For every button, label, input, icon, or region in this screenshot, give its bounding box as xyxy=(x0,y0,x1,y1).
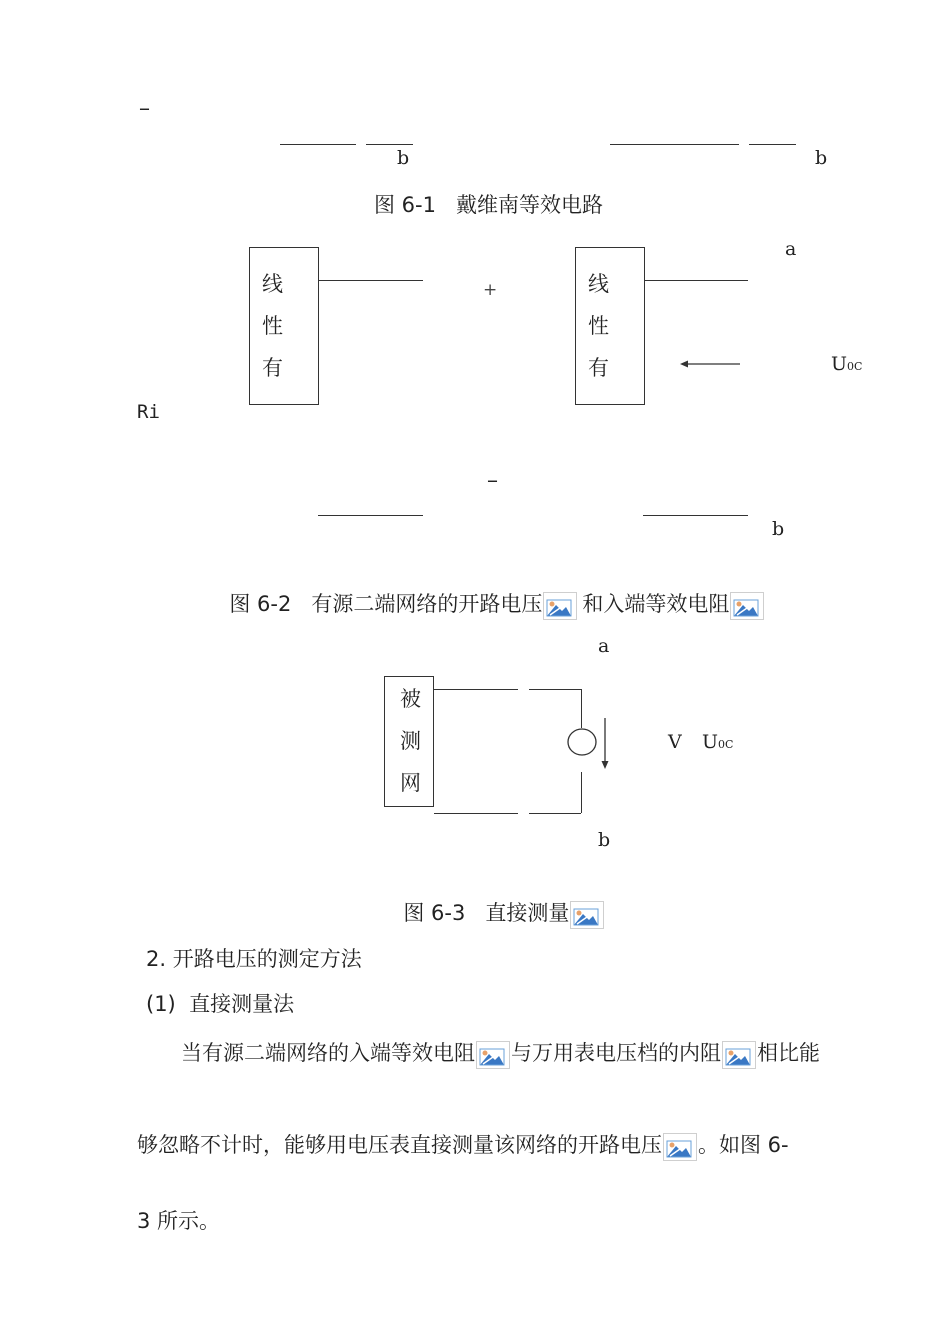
fig2-box-left-text-1: 线 xyxy=(262,272,283,296)
paragraph-line-3: 3 所示。 xyxy=(137,1209,221,1233)
paragraph-line-1 xyxy=(181,1037,820,1069)
fig3-wire-vertical-bottom xyxy=(581,772,582,813)
fig1-caption: 图 6-1 戴维南等效电路 xyxy=(374,193,603,217)
fig2-box-right-text-2: 性 xyxy=(588,314,609,338)
fig1-wire-right-2 xyxy=(749,144,796,145)
fig2-voltage-arrow-icon xyxy=(680,357,742,371)
broken-image-icon xyxy=(476,1041,510,1069)
fig3-uoc-sub: 0C xyxy=(718,738,734,751)
fig3-v-label: V xyxy=(668,731,682,753)
fig3-caption xyxy=(390,873,605,929)
broken-image-icon xyxy=(570,901,604,929)
fig3-uoc-label xyxy=(702,731,733,753)
fig2-plus-sign: + xyxy=(483,280,498,300)
broken-image-icon xyxy=(730,592,764,620)
fig2-caption-text-2: 和入端等效电阻 xyxy=(582,592,730,616)
broken-image-icon xyxy=(722,1041,756,1069)
fig2-ri-label: Ri xyxy=(137,401,160,423)
fig3-uoc-main: U xyxy=(702,731,719,753)
fig2-uoc-main: U xyxy=(831,353,848,375)
fig2-box-right-text-1: 线 xyxy=(588,272,609,296)
para1-text-a: 当有源二端网络的入端等效电阻 xyxy=(181,1041,475,1065)
fig1-terminal-b-right: b xyxy=(815,147,828,169)
fig1-minus-sign: – xyxy=(139,96,150,121)
fig1-terminal-b-left: b xyxy=(397,147,410,169)
fig3-caption-text: 图 6-3 直接测量 xyxy=(403,901,570,925)
fig3-voltage-arrow-icon xyxy=(598,718,612,770)
fig2-terminal-a: a xyxy=(785,238,797,260)
fig3-wire-vertical-top xyxy=(581,689,582,728)
section-heading: 2. 开路电压的测定方法 xyxy=(146,947,362,971)
fig2-uoc-label xyxy=(831,353,862,375)
fig2-uoc-sub: 0C xyxy=(847,360,863,373)
fig2-box-left-text-2: 性 xyxy=(262,314,283,338)
fig3-box-text-3: 网 xyxy=(400,771,421,795)
fig2-caption xyxy=(216,564,765,620)
para1-text-c: 相比能 xyxy=(757,1041,820,1065)
fig2-wire-right-bottom xyxy=(643,515,748,516)
paragraph-line-2 xyxy=(137,1129,789,1161)
fig3-wire-top-left xyxy=(434,689,518,690)
fig3-box-text-1: 被 xyxy=(400,687,421,711)
fig1-wire-left-2 xyxy=(366,144,413,145)
fig3-wire-bottom-left xyxy=(434,813,518,814)
fig2-terminal-b: b xyxy=(772,518,785,540)
broken-image-icon xyxy=(663,1133,697,1161)
para1-text-b: 与万用表电压档的内阻 xyxy=(511,1041,721,1065)
fig3-wire-bottom-right xyxy=(529,813,581,814)
fig2-wire-left-bottom xyxy=(318,515,423,516)
fig3-box-text-2: 测 xyxy=(400,729,421,753)
para2-text-b: 。如图 6- xyxy=(698,1133,789,1157)
fig2-minus-sign: – xyxy=(487,468,498,493)
fig2-wire-left-top xyxy=(319,280,423,281)
fig2-box-left-text-3: 有 xyxy=(262,356,283,380)
fig1-wire-left-1 xyxy=(280,144,356,145)
broken-image-icon xyxy=(543,592,577,620)
fig2-box-right-text-3: 有 xyxy=(588,356,609,380)
fig3-voltmeter-icon xyxy=(566,727,598,757)
fig1-wire-right-1 xyxy=(610,144,739,145)
fig2-wire-right-top xyxy=(645,280,748,281)
fig2-caption-text-1: 图 6-2 有源二端网络的开路电压 xyxy=(229,592,543,616)
fig3-terminal-b: b xyxy=(598,829,611,851)
fig3-wire-top-right xyxy=(529,689,581,690)
subsection-heading: (1) 直接测量法 xyxy=(146,992,295,1016)
fig3-terminal-a: a xyxy=(598,635,610,657)
para2-text-a: 够忽略不计时，能够用电压表直接测量该网络的开路电压 xyxy=(137,1133,662,1157)
